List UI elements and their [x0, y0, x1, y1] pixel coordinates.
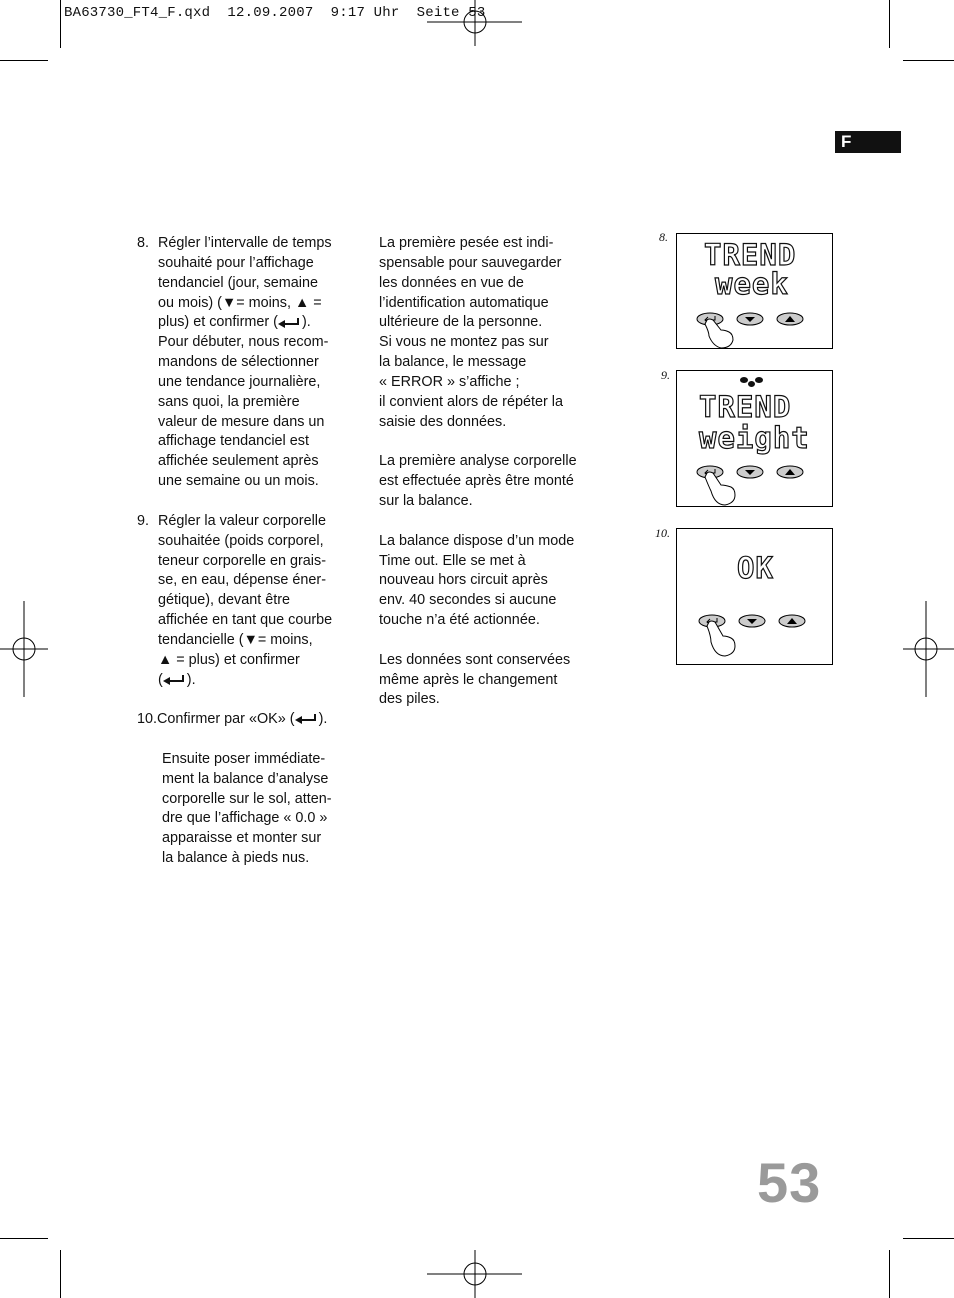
text-line: même après le changement — [379, 671, 558, 688]
pointing-hand-icon — [707, 621, 735, 656]
down-arrow-button-icon — [737, 466, 763, 478]
text-line: ( ). — [158, 671, 196, 688]
text-line: des piles. — [379, 691, 440, 708]
lcd-line-1: TREND — [704, 238, 797, 272]
text-line: Les données sont conservées — [379, 651, 571, 668]
enter-key-icon — [295, 714, 319, 724]
body-analysis-symbol-icon — [740, 377, 764, 387]
up-arrow-button-icon — [779, 615, 805, 627]
figure-8-display — [676, 233, 833, 349]
text-line: corporelle sur le sol, atten- — [162, 790, 332, 807]
figure-8-buttons — [695, 310, 810, 350]
text-line: tendancielle (▼= moins, — [158, 631, 313, 648]
text-line: apparaisse et monter sur — [162, 830, 322, 847]
lcd-line-2: weight — [699, 421, 810, 455]
text-line: mandons de sélectionner — [158, 354, 319, 371]
enter-key-icon — [278, 318, 302, 328]
text-line: la balance, le message — [379, 354, 527, 371]
lcd-line-2: week — [715, 267, 789, 301]
text-line: l’identification automatique — [379, 294, 549, 311]
lcd-line-1: TREND — [699, 390, 792, 424]
text-line: gétique), devant être — [158, 592, 291, 609]
text-line: est effectuée après être monté — [379, 473, 574, 490]
figure-9-display — [676, 370, 833, 507]
text-line: ou mois) (▼= moins, ▲ = — [158, 294, 322, 311]
text-line: 10.Confirmer par «OK» ( ). — [137, 711, 328, 728]
text-line: env. 40 secondes si aucune — [379, 592, 557, 609]
text-line: valeur de mesure dans un — [158, 413, 325, 430]
step-10-followup — [137, 750, 362, 869]
figure-10-buttons — [697, 612, 812, 660]
enter-key-icon — [163, 675, 187, 685]
up-arrow-button-icon — [777, 466, 803, 478]
down-arrow-button-icon — [737, 313, 763, 325]
text-line: affichée seulement après — [158, 453, 319, 470]
text-line: saisie des données. — [379, 413, 507, 430]
text-line: « ERROR » s’affiche ; — [379, 373, 520, 390]
figure-9-buttons — [695, 463, 810, 507]
figure-10-display — [676, 528, 833, 665]
text-line: ▲ = plus) et confirmer — [158, 651, 300, 668]
text-line: teneur corporelle en grais- — [158, 552, 326, 569]
step-9 — [137, 512, 362, 691]
text-line: sans quoi, la première — [158, 393, 300, 410]
text-line: souhaité pour l’affichage — [158, 254, 314, 271]
instructions-column-1 — [137, 234, 362, 869]
text-line: Régler la valeur corporelle — [158, 512, 326, 529]
text-line: Si vous ne montez pas sur — [379, 334, 549, 351]
text-line: Régler l’intervalle de temps — [158, 235, 332, 251]
figure-10-label: 10. — [655, 526, 670, 540]
text-line: ultérieure de la personne. — [379, 314, 543, 331]
text-line: La balance dispose d’un mode — [379, 532, 575, 549]
text-line: ment la balance d’analyse — [162, 770, 329, 787]
text-line: affichage tendanciel est — [158, 433, 309, 450]
figure-9-label: 9. — [661, 368, 670, 382]
page-number: 53 — [757, 1151, 822, 1214]
text-line: se, en eau, dépense éner- — [158, 572, 327, 589]
text-line: sur la balance. — [379, 492, 473, 509]
text-line: touche n’a été actionnée. — [379, 612, 540, 629]
text-line: souhaitée (poids corporel, — [158, 532, 324, 549]
text-line: une tendance journalière, — [158, 373, 321, 390]
paragraph-first-analysis — [379, 452, 604, 512]
paragraph-data-retention — [379, 651, 604, 711]
step-8-number: 8. — [137, 235, 150, 251]
lcd-line-1: OK — [737, 551, 774, 585]
text-line: les données en vue de — [379, 274, 524, 291]
step-8 — [137, 234, 362, 492]
text-line: affichée en tant que courbe — [158, 612, 333, 629]
text-line: Pour débuter, nous recom- — [158, 334, 329, 351]
text-line: plus) et confirmer ( ). — [158, 314, 311, 331]
text-line: une semaine ou un mois. — [158, 473, 319, 490]
instructions-column-2 — [379, 234, 604, 710]
pointing-hand-icon — [705, 472, 735, 505]
step-10 — [137, 710, 362, 730]
text-line: il convient alors de répéter la — [379, 393, 563, 410]
text-line: Ensuite poser immédiate- — [162, 750, 326, 767]
text-line: tendanciel (jour, semaine — [158, 274, 318, 291]
text-line: nouveau hors circuit après — [379, 572, 548, 589]
up-arrow-button-icon — [777, 313, 803, 325]
step-9-number: 9. — [137, 512, 150, 529]
text-line: la balance à pieds nus. — [162, 850, 310, 867]
language-tab: F — [835, 131, 901, 153]
paragraph-time-out — [379, 532, 604, 631]
text-line: La première analyse corporelle — [379, 453, 577, 470]
text-line: Time out. Elle se met à — [379, 552, 526, 569]
paragraph-first-weighing — [379, 234, 604, 432]
figure-8-label: 8. — [659, 230, 668, 244]
text-line: La première pesée est indi- — [379, 235, 554, 251]
down-arrow-button-icon — [739, 615, 765, 627]
text-line: spensable pour sauvegarder — [379, 254, 562, 271]
text-line: dre que l’affichage « 0.0 » — [162, 810, 328, 827]
file-slug: BA63730_FT4_F.qxd 12.09.2007 9:17 Uhr Seite 53 — [64, 5, 486, 21]
